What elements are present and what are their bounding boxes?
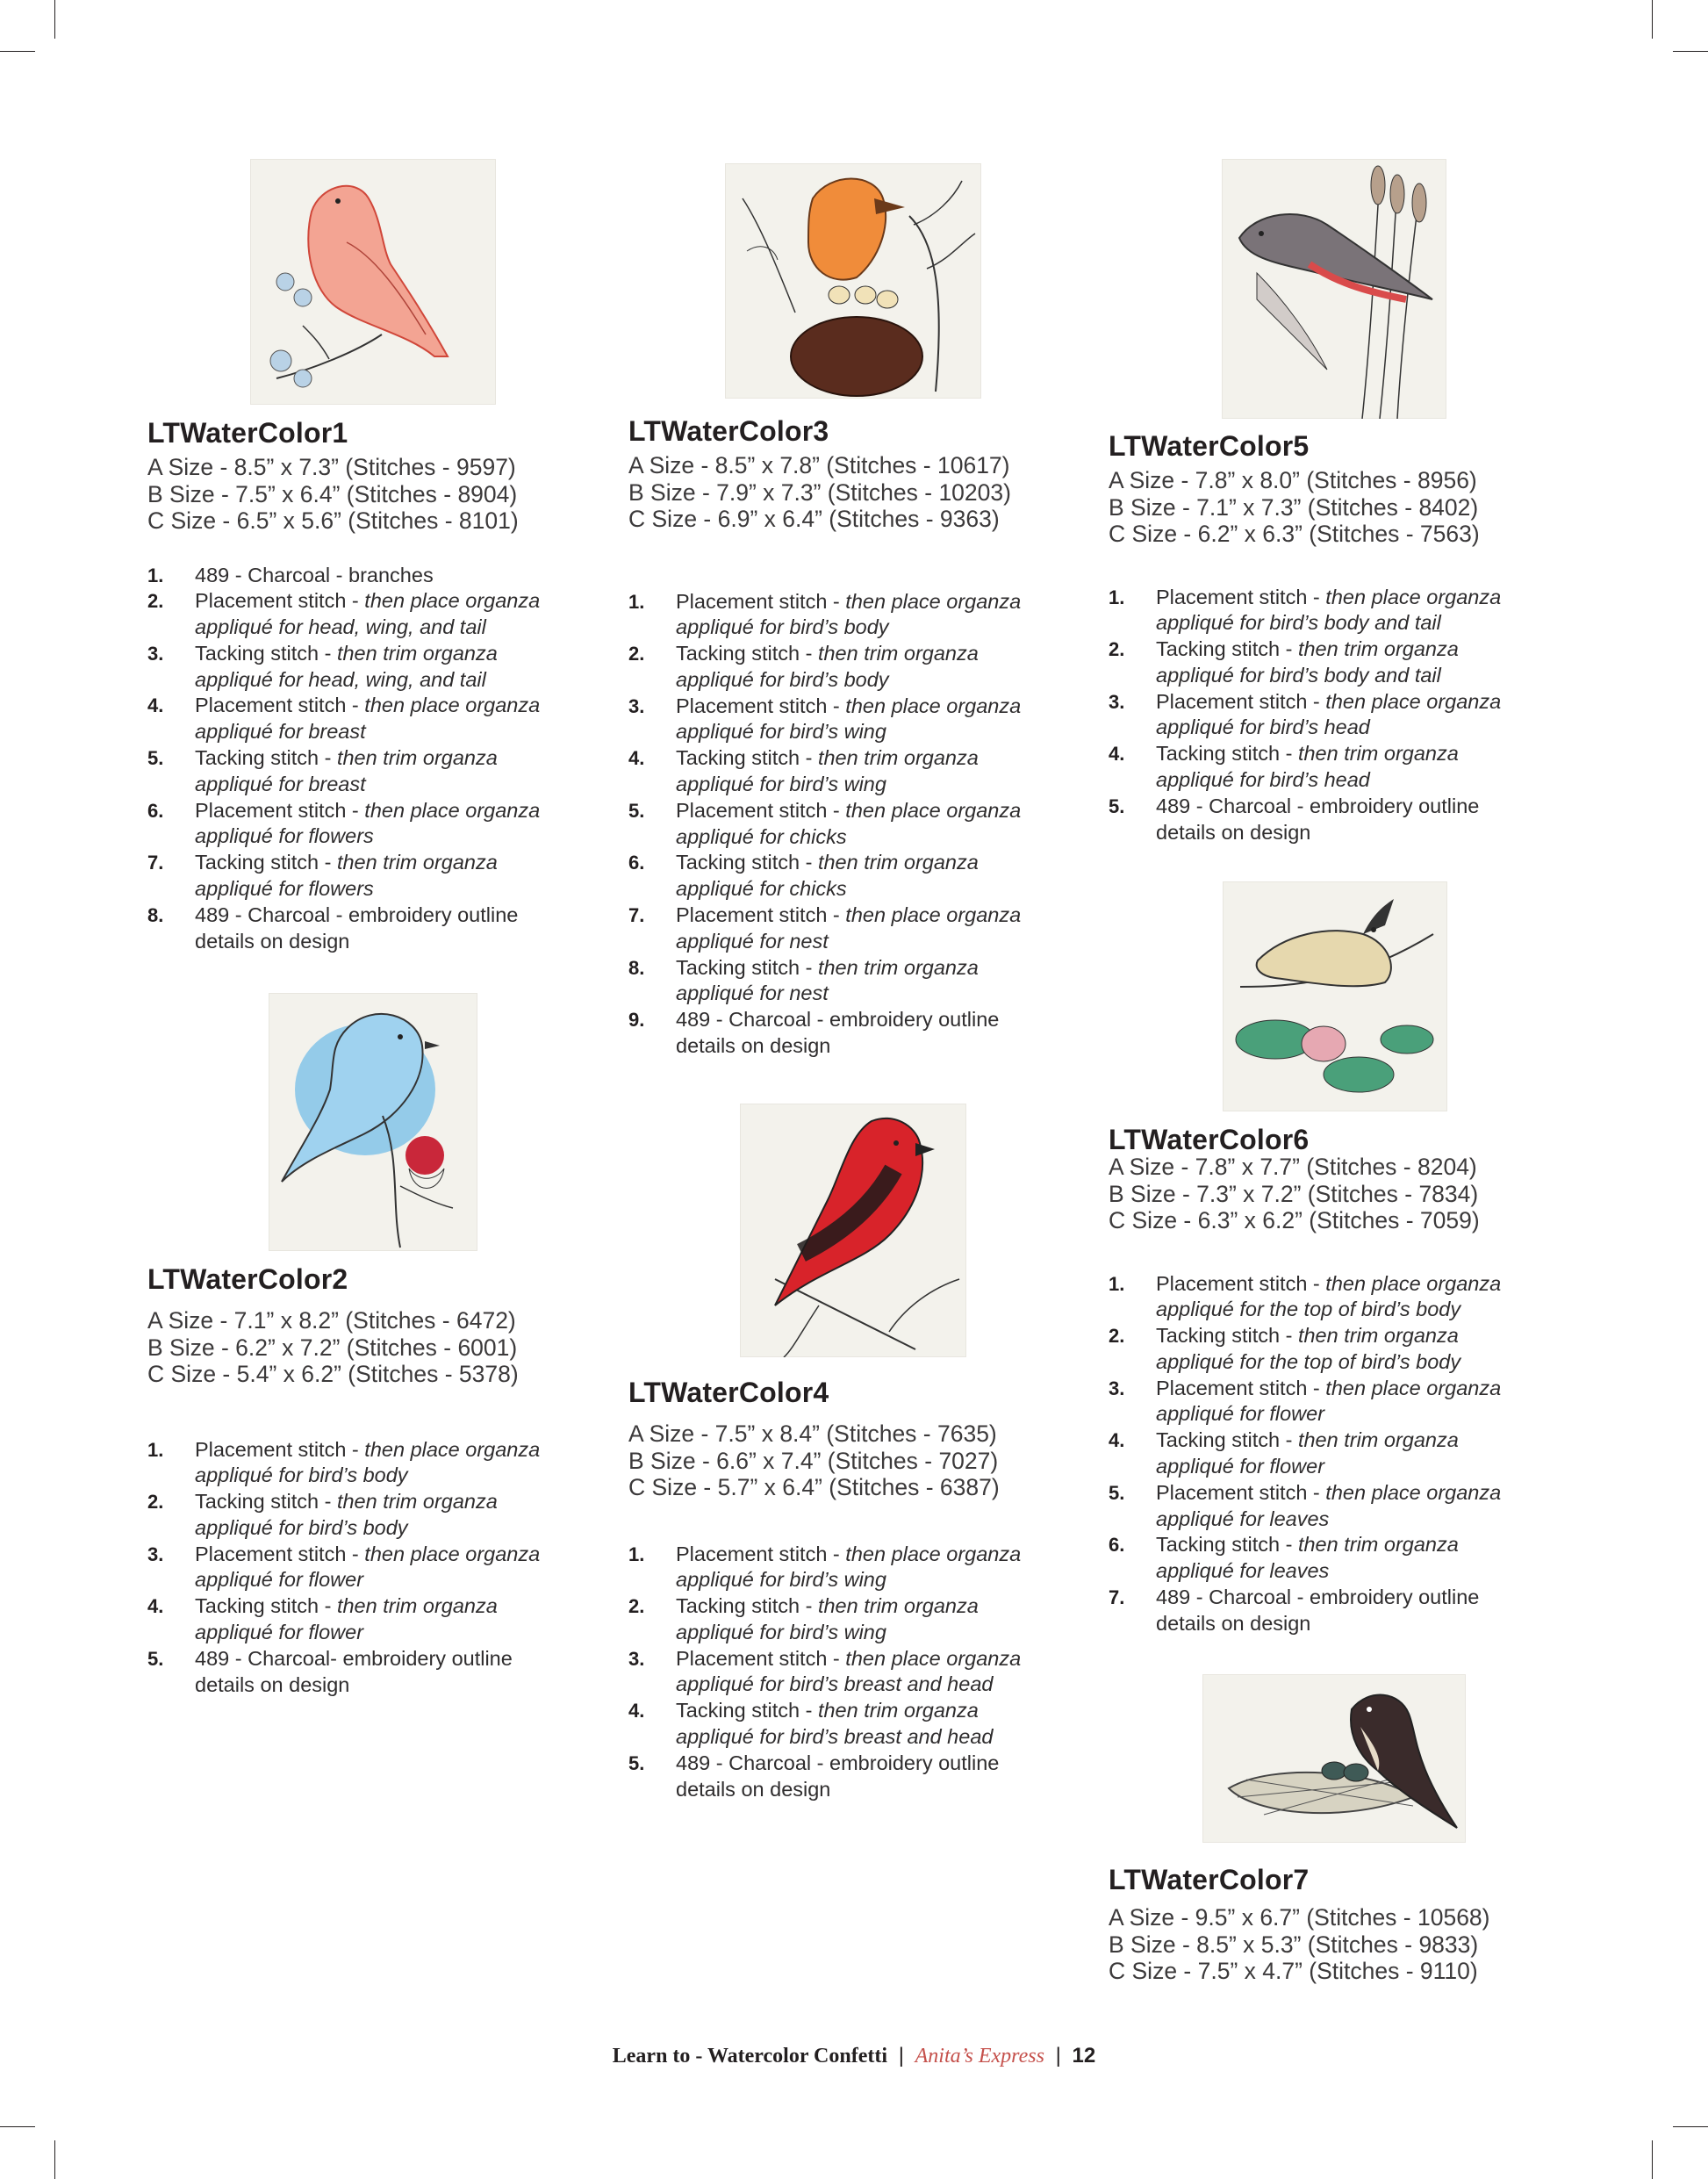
design-title: LTWaterColor1 bbox=[147, 417, 348, 449]
page-number: 12 bbox=[1072, 2044, 1096, 2068]
design-title: LTWaterColor5 bbox=[1109, 430, 1310, 462]
stitch-step bbox=[628, 903, 1067, 955]
stitch-step bbox=[1109, 1427, 1547, 1480]
design-block-ltwatercolor4 bbox=[628, 1375, 1067, 1802]
stitch-steps bbox=[628, 1542, 1067, 1803]
size-c: C Size - 6.3” x 6.2” (Stitches - 7059) bbox=[1109, 1207, 1480, 1233]
step-text: Tacking stitch - bbox=[676, 851, 818, 874]
stitch-step bbox=[1109, 689, 1547, 742]
step-note: then place organza bbox=[845, 903, 1022, 927]
step-text: Placement stitch - bbox=[195, 1542, 365, 1565]
stitch-step bbox=[1109, 585, 1547, 637]
step-note-continued: details on design bbox=[1156, 1611, 1311, 1635]
step-number: 8. bbox=[147, 903, 164, 926]
stitch-step bbox=[1109, 741, 1547, 794]
step-number: 6. bbox=[628, 852, 645, 874]
stitch-steps bbox=[147, 1437, 586, 1699]
stitch-steps bbox=[1109, 1271, 1547, 1637]
stitch-step bbox=[147, 693, 586, 745]
step-note-continued: appliqué for bird’s wing bbox=[676, 1568, 886, 1592]
step-number: 1. bbox=[1109, 1272, 1125, 1295]
step-note: then place organza bbox=[1325, 585, 1502, 608]
step-note: then place organza bbox=[845, 798, 1022, 822]
stitch-step bbox=[147, 903, 586, 955]
step-note-continued: details on design bbox=[676, 1034, 831, 1058]
step-note: then place organza bbox=[364, 798, 541, 822]
step-number: 6. bbox=[1109, 1534, 1125, 1557]
step-number: 5. bbox=[1109, 1481, 1125, 1504]
design-block-ltwatercolor7 bbox=[1109, 1862, 1547, 1985]
size-b: B Size - 8.5” x 5.3” (Stitches - 9833) bbox=[1109, 1931, 1479, 1958]
step-note-continued: appliqué for flowers bbox=[195, 824, 374, 848]
step-text: 489 - Charcoal - branches bbox=[195, 563, 434, 586]
size-a: A Size - 7.5” x 8.4” (Stitches - 7635) bbox=[628, 1420, 997, 1447]
step-note-continued: appliqué for chicks bbox=[676, 824, 847, 848]
size-a: A Size - 8.5” x 7.3” (Stitches - 9597) bbox=[147, 454, 516, 480]
stitch-step bbox=[147, 563, 586, 589]
step-note-continued: appliqué for bird’s breast and head bbox=[676, 1672, 994, 1696]
step-note: then trim organza bbox=[1297, 742, 1459, 766]
step-note: then place organza bbox=[364, 589, 541, 613]
crop-mark bbox=[54, 2140, 55, 2179]
step-note-continued: appliqué for bird’s body bbox=[676, 615, 889, 639]
size-c: C Size - 5.7” x 6.4” (Stitches - 6387) bbox=[628, 1474, 1000, 1500]
step-note: then trim organza bbox=[817, 955, 979, 979]
stitch-step bbox=[147, 798, 586, 851]
step-note-continued: appliqué for bird’s body and tail bbox=[1156, 663, 1441, 687]
step-text: Placement stitch - bbox=[676, 589, 846, 613]
step-note-continued: appliqué for bird’s breast and head bbox=[676, 1725, 994, 1749]
step-text: Placement stitch - bbox=[195, 1437, 365, 1461]
step-text: Tacking stitch - bbox=[1156, 742, 1298, 766]
step-note: then trim organza bbox=[336, 1594, 498, 1618]
size-c: C Size - 6.9” x 6.4” (Stitches - 9363) bbox=[628, 506, 1000, 532]
size-a: A Size - 8.5” x 7.8” (Stitches - 10617) bbox=[628, 452, 1010, 478]
design-image-ltwatercolor2 bbox=[269, 993, 477, 1251]
design-block-ltwatercolor5 bbox=[1109, 428, 1547, 845]
design-block-ltwatercolor2 bbox=[147, 1262, 586, 1698]
step-note: then trim organza bbox=[336, 641, 498, 665]
crop-mark bbox=[1652, 2140, 1653, 2179]
step-text: 489 - Charcoal- embroidery outline bbox=[195, 1646, 513, 1670]
step-text: 489 - Charcoal - embroidery outline bbox=[1156, 794, 1480, 817]
step-note-continued: details on design bbox=[676, 1777, 831, 1801]
step-text: Placement stitch - bbox=[1156, 689, 1326, 713]
step-number: 5. bbox=[147, 1647, 164, 1670]
step-number: 8. bbox=[628, 956, 645, 979]
step-note-continued: details on design bbox=[1156, 820, 1311, 844]
step-note-continued: appliqué for the top of bird’s body bbox=[1156, 1349, 1461, 1373]
stitch-steps bbox=[628, 589, 1067, 1060]
size-a: A Size - 7.8” x 7.7” (Stitches - 8204) bbox=[1109, 1154, 1477, 1180]
step-note-continued: appliqué for leaves bbox=[1156, 1507, 1330, 1530]
step-note-continued: appliqué for flower bbox=[195, 1621, 364, 1644]
step-number: 2. bbox=[1109, 1325, 1125, 1348]
size-b: B Size - 7.3” x 7.2” (Stitches - 7834) bbox=[1109, 1180, 1479, 1207]
size-list bbox=[147, 454, 586, 535]
stitch-step bbox=[628, 745, 1067, 798]
step-note-continued: appliqué for flowers bbox=[195, 877, 374, 901]
stitch-step bbox=[147, 1489, 586, 1542]
step-note-continued: appliqué for flower bbox=[1156, 1455, 1325, 1478]
size-a: A Size - 7.1” x 8.2” (Stitches - 6472) bbox=[147, 1307, 516, 1334]
crop-mark bbox=[0, 2126, 35, 2127]
stitch-step bbox=[147, 1437, 586, 1490]
step-note-continued: appliqué for bird’s body and tail bbox=[1156, 611, 1441, 635]
stitch-steps bbox=[147, 563, 586, 955]
size-c: C Size - 6.5” x 5.6” (Stitches - 8101) bbox=[147, 507, 519, 534]
step-note: then place organza bbox=[845, 1646, 1022, 1670]
step-text: Tacking stitch - bbox=[676, 1594, 818, 1618]
step-note-continued: appliqué for flower bbox=[1156, 1402, 1325, 1426]
step-text: Tacking stitch - bbox=[1156, 1428, 1298, 1452]
step-text: Placement stitch - bbox=[676, 798, 846, 822]
stitch-step bbox=[628, 798, 1067, 851]
design-title: LTWaterColor3 bbox=[628, 415, 829, 447]
step-number: 3. bbox=[1109, 1377, 1125, 1399]
step-number: 5. bbox=[147, 747, 164, 770]
step-note-continued: appliqué for bird’s head bbox=[1156, 768, 1370, 792]
step-text: Placement stitch - bbox=[195, 589, 365, 613]
step-number: 2. bbox=[628, 643, 645, 665]
crop-mark bbox=[1673, 51, 1708, 52]
stitch-step bbox=[1109, 1376, 1547, 1428]
step-note: then place organza bbox=[845, 589, 1022, 613]
size-list bbox=[1109, 467, 1547, 548]
step-number: 4. bbox=[1109, 1429, 1125, 1452]
step-note-continued: appliqué for bird’s body bbox=[195, 1463, 408, 1487]
step-note-continued: appliqué for the top of bird’s body bbox=[1156, 1298, 1461, 1321]
step-number: 2. bbox=[628, 1595, 645, 1618]
step-text: Tacking stitch - bbox=[195, 1490, 337, 1514]
step-note-continued: appliqué for chicks bbox=[676, 877, 847, 901]
step-text: Tacking stitch - bbox=[195, 851, 337, 874]
step-note-continued: appliqué for nest bbox=[676, 982, 829, 1005]
step-note-continued: appliqué for leaves bbox=[1156, 1559, 1330, 1583]
step-note: then trim organza bbox=[1297, 1324, 1459, 1348]
step-text: Tacking stitch - bbox=[1156, 1533, 1298, 1557]
stitch-step bbox=[147, 1593, 586, 1646]
stitch-step bbox=[147, 588, 586, 641]
size-a: A Size - 9.5” x 6.7” (Stitches - 10568) bbox=[1109, 1904, 1490, 1931]
step-note: then place organza bbox=[1325, 1271, 1502, 1295]
step-text: Tacking stitch - bbox=[676, 642, 818, 665]
stitch-step bbox=[628, 1007, 1067, 1060]
step-note-continued: appliqué for head, wing, and tail bbox=[195, 667, 486, 691]
design-image-ltwatercolor5 bbox=[1222, 159, 1446, 419]
step-note-continued: appliqué for bird’s wing bbox=[676, 720, 886, 744]
step-number: 1. bbox=[628, 1543, 645, 1565]
step-number: 3. bbox=[1109, 690, 1125, 713]
size-b: B Size - 7.9” x 7.3” (Stitches - 10203) bbox=[628, 478, 1011, 506]
step-number: 5. bbox=[628, 799, 645, 822]
step-text: Placement stitch - bbox=[676, 903, 846, 927]
step-text: Tacking stitch - bbox=[676, 746, 818, 770]
size-list bbox=[628, 452, 1067, 533]
step-note: then place organza bbox=[1325, 1376, 1502, 1399]
step-note-continued: appliqué for bird’s head bbox=[1156, 716, 1370, 739]
stitch-step bbox=[628, 1542, 1067, 1594]
stitch-step bbox=[628, 1751, 1067, 1803]
stitch-step bbox=[147, 1646, 586, 1699]
step-note: then trim organza bbox=[336, 1490, 498, 1514]
design-image-ltwatercolor4 bbox=[740, 1104, 966, 1357]
page-footer bbox=[0, 2043, 1708, 2069]
stitch-step bbox=[628, 955, 1067, 1008]
step-note-continued: appliqué for bird’s body bbox=[195, 1515, 408, 1539]
step-text: 489 - Charcoal - embroidery outline bbox=[676, 1008, 1000, 1032]
step-number: 9. bbox=[628, 1009, 645, 1032]
step-text: Tacking stitch - bbox=[195, 746, 337, 770]
footer-separator: | bbox=[1055, 2044, 1061, 2068]
size-list bbox=[628, 1420, 1067, 1501]
step-number: 4. bbox=[1109, 743, 1125, 766]
stitch-step bbox=[147, 641, 586, 694]
crop-mark bbox=[54, 0, 55, 39]
step-note-continued: appliqué for bird’s wing bbox=[676, 1620, 886, 1643]
step-number: 3. bbox=[628, 694, 645, 717]
step-number: 2. bbox=[147, 1491, 164, 1514]
stitch-step bbox=[628, 589, 1067, 642]
stitch-step bbox=[1109, 1585, 1547, 1637]
step-text: 489 - Charcoal - embroidery outline bbox=[1156, 1586, 1480, 1609]
crop-mark bbox=[1652, 0, 1653, 39]
stitch-step bbox=[628, 1698, 1067, 1751]
step-note: then place organza bbox=[1325, 1480, 1502, 1504]
stitch-step bbox=[1109, 1532, 1547, 1585]
size-b: B Size - 7.1” x 7.3” (Stitches - 8402) bbox=[1109, 493, 1479, 521]
size-list bbox=[1109, 1904, 1547, 1985]
step-note-continued: appliqué for breast bbox=[195, 720, 366, 744]
step-number: 1. bbox=[147, 1438, 164, 1461]
step-text: 489 - Charcoal - embroidery outline bbox=[676, 1751, 1000, 1774]
crop-mark bbox=[1673, 2126, 1708, 2127]
step-text: 489 - Charcoal - embroidery outline bbox=[195, 903, 519, 926]
step-note: then place organza bbox=[364, 1542, 541, 1565]
stitch-step bbox=[147, 745, 586, 798]
step-text: Tacking stitch - bbox=[676, 955, 818, 979]
design-block-ltwatercolor3 bbox=[628, 414, 1067, 1060]
footer-title: Learn to - Watercolor Confetti bbox=[612, 2045, 888, 2068]
stitch-step bbox=[1109, 1480, 1547, 1533]
stitch-step bbox=[1109, 794, 1547, 846]
stitch-step bbox=[147, 850, 586, 903]
design-image-ltwatercolor3 bbox=[725, 163, 981, 399]
design-title: LTWaterColor4 bbox=[628, 1377, 829, 1408]
design-image-ltwatercolor1 bbox=[250, 159, 496, 405]
step-number: 6. bbox=[147, 799, 164, 822]
step-text: Placement stitch - bbox=[676, 694, 846, 717]
step-number: 4. bbox=[147, 1595, 164, 1618]
step-note: then place organza bbox=[364, 694, 541, 717]
step-text: Placement stitch - bbox=[1156, 1271, 1326, 1295]
step-note: then trim organza bbox=[336, 746, 498, 770]
step-note-continued: appliqué for flower bbox=[195, 1568, 364, 1592]
step-number: 3. bbox=[147, 642, 164, 665]
step-note-continued: appliqué for bird’s body bbox=[676, 667, 889, 691]
step-note: then trim organza bbox=[817, 1594, 979, 1618]
step-number: 7. bbox=[147, 852, 164, 874]
crop-mark bbox=[0, 51, 35, 52]
design-image-ltwatercolor6 bbox=[1223, 881, 1447, 1111]
stitch-step bbox=[628, 850, 1067, 903]
step-number: 7. bbox=[628, 904, 645, 927]
stitch-step bbox=[1109, 636, 1547, 689]
step-note-continued: appliqué for head, wing, and tail bbox=[195, 615, 486, 639]
size-b: B Size - 6.2” x 7.2” (Stitches - 6001) bbox=[147, 1334, 518, 1361]
size-c: C Size - 7.5” x 4.7” (Stitches - 9110) bbox=[1109, 1958, 1478, 1984]
step-number: 2. bbox=[1109, 638, 1125, 661]
step-note-continued: details on design bbox=[195, 1672, 350, 1696]
stitch-step bbox=[1109, 1271, 1547, 1324]
step-text: Placement stitch - bbox=[1156, 1480, 1326, 1504]
step-note: then trim organza bbox=[817, 1699, 979, 1722]
step-note: then trim organza bbox=[817, 851, 979, 874]
step-number: 3. bbox=[628, 1647, 645, 1670]
size-a: A Size - 7.8” x 8.0” (Stitches - 8956) bbox=[1109, 467, 1477, 493]
design-title: LTWaterColor2 bbox=[147, 1263, 348, 1295]
step-number: 5. bbox=[1109, 795, 1125, 817]
stitch-step bbox=[628, 641, 1067, 694]
size-b: B Size - 6.6” x 7.4” (Stitches - 7027) bbox=[628, 1447, 999, 1474]
step-note-continued: appliqué for breast bbox=[195, 772, 366, 795]
step-text: Tacking stitch - bbox=[195, 641, 337, 665]
step-number: 4. bbox=[628, 1700, 645, 1722]
design-image-ltwatercolor7 bbox=[1202, 1674, 1466, 1843]
step-note-continued: appliqué for bird’s wing bbox=[676, 773, 886, 796]
step-text: Placement stitch - bbox=[676, 1646, 846, 1670]
step-note: then trim organza bbox=[817, 642, 979, 665]
footer-publication: Anita’s Express bbox=[915, 2045, 1044, 2068]
step-text: Placement stitch - bbox=[195, 798, 365, 822]
step-number: 5. bbox=[628, 1751, 645, 1774]
design-title: LTWaterColor6 bbox=[1109, 1124, 1310, 1155]
step-note: then trim organza bbox=[1297, 637, 1459, 661]
step-note: then trim organza bbox=[336, 851, 498, 874]
stitch-step bbox=[147, 1542, 586, 1594]
stitch-step bbox=[1109, 1323, 1547, 1376]
step-number: 1. bbox=[628, 590, 645, 613]
step-note: then place organza bbox=[1325, 689, 1502, 713]
step-note: then trim organza bbox=[1297, 1428, 1459, 1452]
step-number: 1. bbox=[1109, 586, 1125, 608]
stitch-steps bbox=[1109, 585, 1547, 846]
design-block-ltwatercolor1 bbox=[147, 415, 586, 954]
step-note-continued: appliqué for nest bbox=[676, 929, 829, 953]
step-number: 1. bbox=[147, 564, 164, 586]
step-text: Tacking stitch - bbox=[1156, 1324, 1298, 1348]
step-text: Tacking stitch - bbox=[1156, 637, 1298, 661]
step-note: then place organza bbox=[845, 694, 1022, 717]
step-note: then trim organza bbox=[817, 746, 979, 770]
step-text: Placement stitch - bbox=[195, 694, 365, 717]
step-note: then place organza bbox=[845, 1542, 1022, 1565]
stitch-step bbox=[628, 1646, 1067, 1699]
stitch-step bbox=[628, 1593, 1067, 1646]
step-text: Placement stitch - bbox=[676, 1542, 846, 1565]
design-title: LTWaterColor7 bbox=[1109, 1864, 1310, 1895]
step-note: then trim organza bbox=[1297, 1533, 1459, 1557]
step-number: 7. bbox=[1109, 1586, 1125, 1609]
step-text: Placement stitch - bbox=[1156, 1376, 1326, 1399]
size-c: C Size - 5.4” x 6.2” (Stitches - 5378) bbox=[147, 1361, 519, 1387]
step-text: Tacking stitch - bbox=[195, 1594, 337, 1618]
size-c: C Size - 6.2” x 6.3” (Stitches - 7563) bbox=[1109, 521, 1480, 547]
step-number: 4. bbox=[147, 694, 164, 717]
step-text: Placement stitch - bbox=[1156, 585, 1326, 608]
step-text: Tacking stitch - bbox=[676, 1699, 818, 1722]
step-number: 3. bbox=[147, 1543, 164, 1565]
design-block-ltwatercolor6 bbox=[1109, 1122, 1547, 1637]
footer-separator: | bbox=[898, 2044, 904, 2068]
size-list bbox=[147, 1307, 586, 1388]
step-number: 2. bbox=[147, 590, 164, 613]
stitch-step bbox=[628, 694, 1067, 746]
size-b: B Size - 7.5” x 6.4” (Stitches - 8904) bbox=[147, 480, 518, 507]
step-note-continued: details on design bbox=[195, 929, 350, 953]
step-note: then place organza bbox=[364, 1437, 541, 1461]
step-number: 4. bbox=[628, 747, 645, 770]
size-list bbox=[1109, 1154, 1547, 1234]
